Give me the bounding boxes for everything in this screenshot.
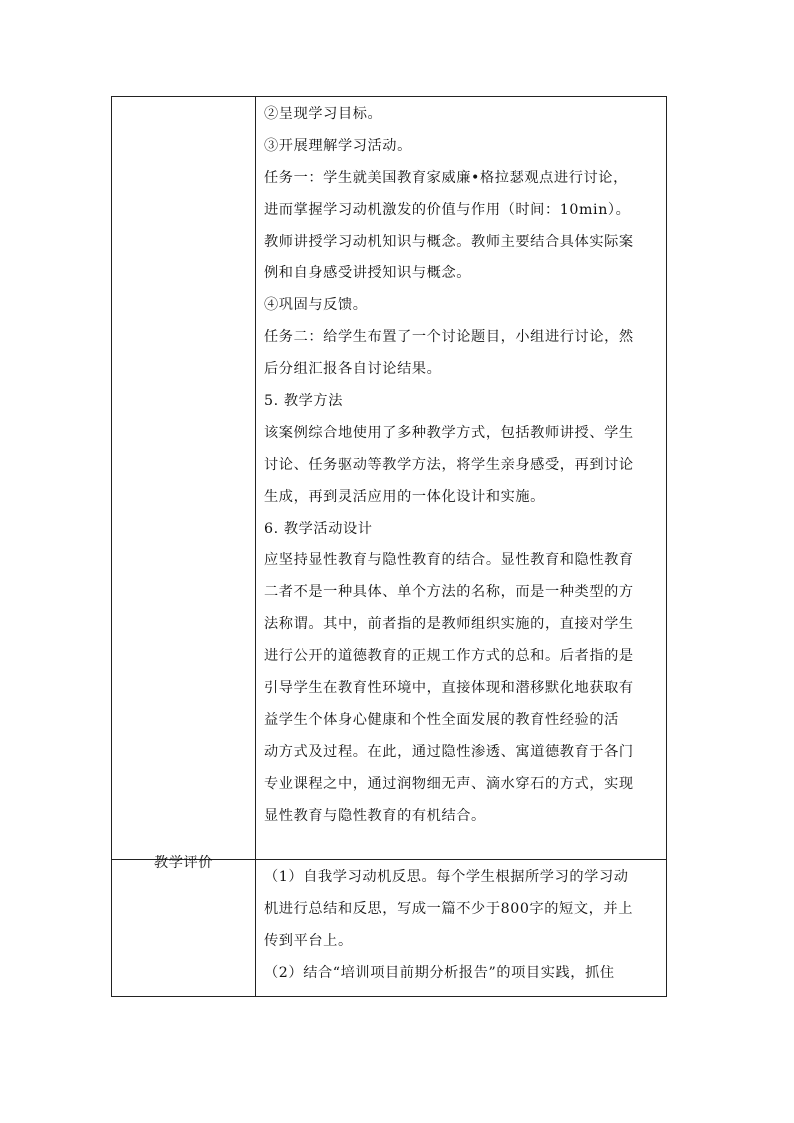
text-line: 二者不是一种具体、单个方法的名称，而是一种类型的方	[264, 584, 634, 601]
text-line: （1）自我学习动机反思。每个学生根据所学习的学习动	[264, 869, 629, 885]
content-text-block	[256, 97, 666, 836]
left-cell-empty	[112, 97, 256, 860]
table-row-teaching-process	[112, 97, 667, 860]
content-cell-evaluation	[256, 860, 667, 997]
text-line: 5. 教学方法	[264, 393, 343, 410]
lesson-plan-table	[111, 96, 667, 997]
text-line: 传到平台上。	[264, 932, 353, 949]
label-cell-evaluation	[112, 855, 256, 997]
text-line: 进而掌握学习动机激发的价值与作用（时间：10min）。	[264, 201, 631, 218]
text-line: 法称谓。其中，前者指的是教师组织实施的，直接对学生	[264, 616, 634, 633]
table-row-evaluation	[112, 860, 667, 997]
text-line: 动方式及过程。在此，通过隐性渗透、寓道德教育于各门	[264, 743, 634, 760]
text-line: 益学生个体身心健康和个性全面发展的教育性经验的活	[264, 711, 619, 728]
text-line: 后分组汇报各自讨论结果。	[264, 361, 442, 378]
text-line: ④巩固与反馈。	[264, 297, 368, 314]
text-line: 例和自身感受讲授知识与概念。	[264, 265, 472, 282]
text-line: 应坚持显性教育与隐性教育的结合。显性教育和隐性教育	[264, 552, 634, 569]
evaluation-text-block	[256, 860, 666, 994]
text-line: 机进行总结和反思，写成一篇不少于800字的短文，并上	[264, 900, 633, 917]
text-line: 6. 教学活动设计	[264, 520, 373, 537]
text-line: 教师讲授学习动机知识与概念。教师主要结合具体实际案	[264, 233, 634, 250]
text-line: 显性教育与隐性教育的有机结合。	[264, 807, 486, 824]
text-line: 进行公开的道德教育的正规工作方式的总和。后者指的是	[264, 648, 634, 665]
content-cell-teaching-process	[256, 97, 667, 860]
text-line: 该案例综合地使用了多种教学方式，包括教师讲授、学生	[264, 424, 634, 441]
text-line: 任务一：学生就美国教育家威廉•格拉瑟观点进行讨论，	[264, 169, 628, 186]
text-line: 生成，再到灵活应用的一体化设计和实施。	[264, 488, 545, 505]
text-line: 引导学生在教育性环境中，直接体现和潜移默化地获取有	[264, 680, 634, 697]
text-line: ③开展理解学习活动。	[264, 137, 412, 154]
text-line: 讨论、任务驱动等教学方法，将学生亲身感受，再到讨论	[264, 456, 634, 473]
text-line: （2）结合“培训项目前期分析报告”的项目实践，抓住	[264, 964, 615, 981]
evaluation-label: 教学评价	[153, 855, 214, 871]
text-line: 任务二：给学生布置了一个讨论题目，小组进行讨论，然	[264, 329, 634, 346]
text-line: ②呈现学习目标。	[264, 106, 383, 122]
text-line: 专业课程之中，通过润物细无声、滴水穿石的方式，实现	[264, 775, 634, 792]
